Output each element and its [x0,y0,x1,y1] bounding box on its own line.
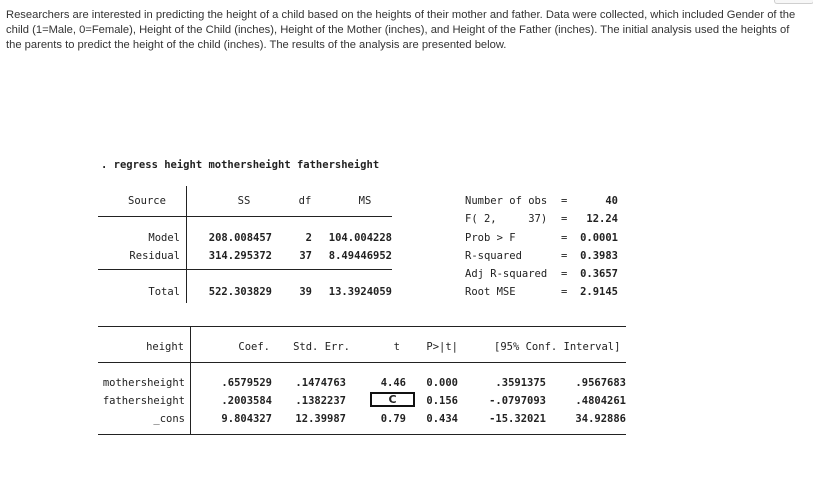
coef-row-fathersheight-var: fathersheight [102,395,185,407]
stat-eq-r2: = [561,250,568,262]
top-corner-button[interactable] [774,0,813,4]
stat-eq-prob-f: = [561,232,568,244]
coef-row-cons-coef: 9.804327 [221,413,272,425]
coef-row-cons-p: 0.434 [426,413,458,425]
coef-row-cons-t: 0.79 [380,413,406,425]
coef-row-mothersheight-p: 0.000 [426,377,458,389]
coef-header-t: t [393,341,400,353]
coef-header-p: P>|t| [426,341,458,353]
coef-row-fathersheight-ci-low: -.0797093 [489,395,546,407]
anova-header-rule [98,216,392,217]
stat-label-prob-f: Prob > F [465,232,516,244]
coef-bottom-rule [98,434,626,435]
coef-row-cons-ci-high: 34.92886 [575,413,626,425]
anova-vertical-rule [186,186,187,303]
anova-total-rule [98,269,392,270]
coef-row-fathersheight-p: 0.156 [426,395,458,407]
stat-eq-nobs: = [561,195,568,207]
anova-row-residual-source: Residual [129,250,180,262]
coef-top-rule [98,326,626,327]
stat-eq-adj-r2: = [561,268,568,280]
anova-row-residual-df: 37 [299,250,312,262]
coef-row-cons-se: 12.39987 [295,413,346,425]
stat-value-f: 12.24 [586,213,618,225]
anova-row-residual-ss: 314.295372 [208,250,272,262]
coef-row-mothersheight-ci-high: .9567683 [575,377,626,389]
coef-row-fathersheight-se: .1382237 [295,395,346,407]
anova-header-df: df [298,195,312,207]
coef-header-rule [98,362,626,363]
coef-row-mothersheight-var: mothersheight [102,377,185,389]
coef-header-ci: [95% Conf. Interval] [494,341,621,353]
stat-value-adj-r2: 0.3657 [580,268,618,280]
stat-label-r2: R-squared [465,250,522,262]
coef-row-mothersheight-ci-low: .3591375 [495,377,546,389]
anova-header-source: Source [128,195,166,207]
anova-row-total-ms: 13.3924059 [328,286,392,298]
stat-eq-root-mse: = [561,286,568,298]
coef-row-mothersheight-coef: .6579529 [221,377,272,389]
anova-row-model-df: 2 [305,232,312,244]
coef-row-cons-ci-low: -15.32021 [489,413,546,425]
regress-command: . regress height mothersheight fathersheight [101,159,380,171]
stat-eq-f: = [561,213,568,225]
coef-row-fathersheight-coef: .2003584 [221,395,272,407]
anova-row-residual-ms: 8.49446952 [328,250,392,262]
anova-header-ss: SS [237,195,251,207]
stat-label-adj-r2: Adj R-squared [465,268,548,280]
anova-row-total-source: Total [148,286,180,298]
stat-value-nobs: 40 [605,195,618,207]
anova-header-ms: MS [358,195,372,207]
stat-value-r2: 0.3983 [580,250,618,262]
stat-label-root-mse: Root MSE [465,286,516,298]
coef-row-cons-var: _cons [153,413,185,425]
stat-label-nobs: Number of obs [465,195,548,207]
coef-row-mothersheight-t: 4.46 [380,377,406,389]
answer-box-c: C [370,392,415,407]
coef-header-coef: Coef. [238,341,270,353]
coef-header-se: Std. Err. [293,341,350,353]
anova-row-model-ms: 104.004228 [328,232,392,244]
stat-value-root-mse: 2.9145 [580,286,618,298]
anova-row-total-ss: 522.303829 [208,286,272,298]
coef-row-fathersheight-ci-high: .4804261 [575,395,626,407]
coef-vertical-rule [190,326,191,435]
anova-row-total-df: 39 [299,286,312,298]
stat-value-prob-f: 0.0001 [580,232,618,244]
anova-row-model-ss: 208.008457 [208,232,272,244]
stat-label-f: F( 2, 37) [465,213,548,225]
anova-row-model-source: Model [148,232,180,244]
coef-header-var: height [146,341,184,353]
question-intro-text: Researchers are interested in predicting the height of a child based on the heights of their mother and father. Data were collected, which included Gender of the child (1=Male, 0=Female), Height of the Child (inches), Height of the Mother (inches), and Height of the Father (inches). The initial analysis used the heights of the parents to predict the height of the child (inches). The results of the analysis are presented below. [6,9,796,51]
coef-row-mothersheight-se: .1474763 [295,377,346,389]
